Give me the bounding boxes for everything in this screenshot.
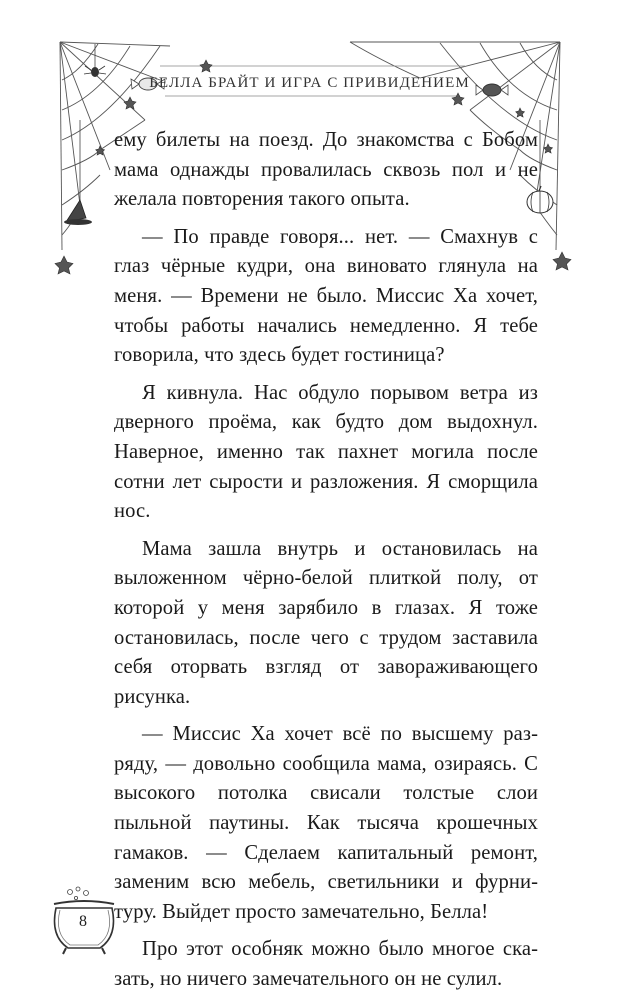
star-icon [544, 144, 553, 153]
body-text [114, 126, 538, 1003]
paragraph: Про этот особняк можно было многое сказать, но ничего замечательного он не сулил. [114, 938, 538, 991]
star-icon [124, 97, 136, 109]
paragraph: — По правде говоря... нет. — Смахнув с глаз чёрные кудри, она виновато глянула на меня. — Времени не было. Миссис Ха хочет, чтобы работы начались немедленно. Я тебе говорила, что здесь будет гостиница? [114, 225, 538, 367]
star-icon [516, 108, 525, 117]
star-icon [55, 256, 73, 274]
star-icon [200, 60, 212, 72]
star-icon [553, 252, 571, 270]
paragraph: Мама зашла внутрь и остановилась на выложенном чёрно-белой плиткой полу, от которой у меня зарябило в глазах. Я тоже остановилась, после чего с трудом заставила себя оторвать взгляд от завораживающего рисунка. [114, 537, 538, 708]
running-title: БЕЛЛА БРАЙТ И ИГРА С ПРИВИДЕНИЕМ [149, 75, 470, 91]
paragraph: — Миссис Ха хочет всё по высшему разряду, — довольно сообщила мама, озираясь. С высокого потолка свисали толстые слои пыльной паутины. Как тысяча крошечных гамаков. — Сделаем капитальный ремонт, заменим всю мебель, светильники и фурнитуру. Выйдет просто замечательно, Белла! [114, 723, 538, 923]
page-number: 8 [79, 913, 87, 930]
spider-icon [84, 44, 106, 77]
star-icon [452, 93, 464, 105]
paragraph: ему билеты на поезд. До знакомства с Бобом мама однажды провалилась сквозь пол и не желала повторения такого опыта. [114, 129, 538, 211]
paragraph: Я кивнула. Нас обдуло порывом ветра из дверного проёма, как будто дом выдохнул. Наверное, именно так пахнет могила после сотни лет сырости и разложения. Я сморщила нос. [114, 381, 538, 523]
witch-hat-icon [64, 120, 92, 225]
